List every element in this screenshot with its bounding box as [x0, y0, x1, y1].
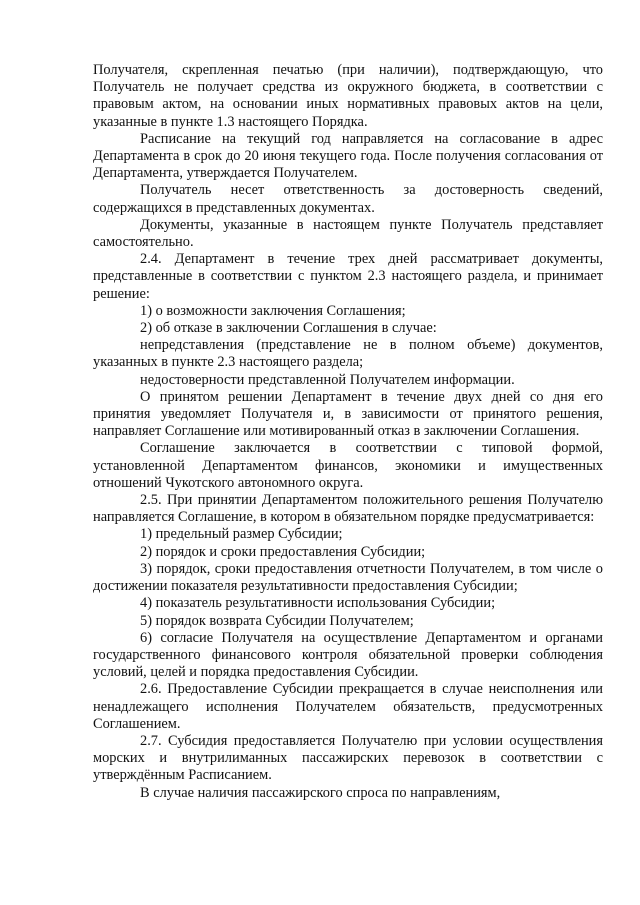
document-page [93, 62, 603, 802]
list-item: 6) согласие Получателя на осуществление Департаментом и органами государственного финансового контроля обязательной проверки соблюдения условий, целей и порядка предоставления Субсидии. [93, 629, 603, 681]
paragraph: 2.7. Субсидия предоставляется Получателю при условии осуществления морских и внутрилиманных пассажирских перевозок в соответствии с утверждённым Расписанием. [93, 732, 603, 784]
paragraph: В случае наличия пассажирского спроса по направлениям, [140, 784, 501, 801]
paragraph: недостоверности представленной Получателем информации. [140, 371, 515, 388]
list-item: 3) порядок, сроки предоставления отчетности Получателем, в том числе о достижении показателя результативности предоставления Субсидии; [93, 560, 603, 595]
paragraph: 2.6. Предоставление Субсидии прекращается в случае неисполнения или ненадлежащего исполнения Получателем обязательств, предусмотренных Соглашением. [93, 681, 603, 732]
list-item: 4) показатель результативности использования Субсидии; [140, 595, 496, 612]
paragraph: Расписание на текущий год направляется на согласование в адрес Департамента в срок до 20 июня текущего года. После получения согласования от Департамента, утверждается Получателем. [93, 130, 603, 182]
paragraph: Соглашение заключается в соответствии с типовой формой, установленной Департаментом финансов, экономики и имущественных отношений Чукотского автономного округа. [93, 440, 603, 491]
paragraph: 2.5. При принятии Департаментом положительного решения Получателю направляется Соглашение, в котором в обязательном порядке предусматривается: [93, 492, 603, 526]
paragraph: непредставления (представление не в полном объеме) документов, указанных в пункте 2.3 настоящего раздела; [93, 337, 603, 371]
paragraph: 2.4. Департамент в течение трех дней рассматривает документы, представленные в соответствии с пунктом 2.3 настоящего раздела, и принимает решение: [93, 251, 603, 302]
list-item: 2) об отказе в заключении Соглашения в случае: [140, 320, 437, 337]
list-item: 5) порядок возврата Субсидии Получателем; [140, 612, 414, 629]
list-item: 1) предельный размер Субсидии; [140, 526, 343, 543]
paragraph: О принятом решении Департамент в течение двух дней со дня его принятия уведомляет Получателя и, в зависимости от принятого решения, направляет Соглашение или мотивированный отказ в заключении Соглашения. [93, 388, 603, 440]
paragraph: Получатель несет ответственность за достоверность сведений, содержащихся в представленных документах. [93, 182, 603, 216]
list-item: 2) порядок и сроки предоставления Субсидии; [140, 543, 426, 560]
list-item: 1) о возможности заключения Соглашения; [140, 302, 406, 319]
paragraph: Получателя, скрепленная печатью (при наличии), подтверждающую, что Получатель не получает средства из окружного бюджета, в соответствии с правовым актом, на основании иных нормативных правовых актов на цели, указанные в пункте 1.3 настоящего Порядка. [93, 62, 603, 130]
paragraph: Документы, указанные в настоящем пункте Получатель представляет самостоятельно. [93, 216, 603, 251]
